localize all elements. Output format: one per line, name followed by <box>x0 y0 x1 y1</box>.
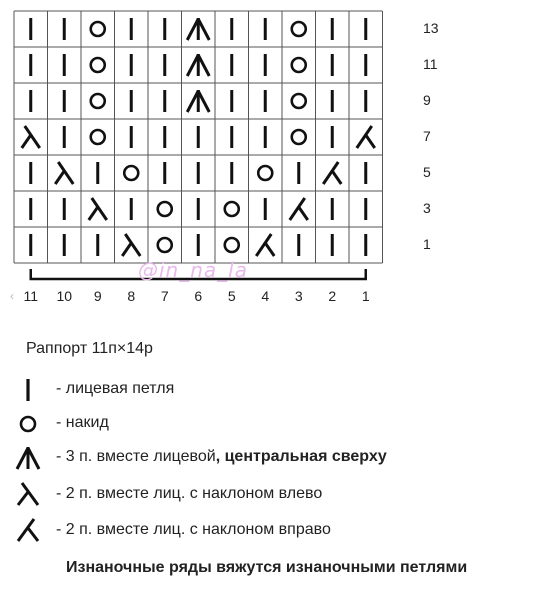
column-number: 5 <box>227 288 236 304</box>
cell-cdd <box>187 18 209 40</box>
footer-note: Изнаночные ряды вяжутся изнаночными петлями <box>66 559 468 576</box>
cell-cdd <box>187 54 209 76</box>
cell-k2t <box>323 162 341 184</box>
column-number: 3 <box>294 288 303 304</box>
knit-stitch-icon <box>14 376 42 404</box>
row-number: 5 <box>423 164 431 180</box>
cell-ssk <box>55 162 73 184</box>
cell-yo <box>158 238 172 252</box>
cell-ssk <box>122 234 140 256</box>
central-double-decrease-icon <box>14 444 42 472</box>
cell-yo <box>91 22 105 36</box>
row-number: 7 <box>423 128 431 144</box>
column-number: 1 <box>361 288 370 304</box>
cell-yo <box>292 58 306 72</box>
legend-knit: - лицевая петля <box>56 380 175 397</box>
cell-yo <box>124 166 138 180</box>
cell-yo <box>91 58 105 72</box>
cell-yo <box>292 94 306 108</box>
cell-yo <box>91 130 105 144</box>
cell-yo <box>158 202 172 216</box>
column-number: 4 <box>261 288 270 304</box>
column-number: 8 <box>127 288 136 304</box>
rapport-label: Раппорт 11п×14р <box>26 340 153 357</box>
cell-yo <box>91 94 105 108</box>
column-number: 7 <box>160 288 169 304</box>
cell-yo <box>258 166 272 180</box>
legend-yarn-over: - накид <box>56 414 109 431</box>
row-number: 11 <box>423 56 438 72</box>
cell-k2t <box>256 234 274 256</box>
row-number: 3 <box>423 200 431 216</box>
legend-left-decrease: - 2 п. вместе лиц. с наклоном влево <box>56 485 323 502</box>
row-number: 13 <box>423 20 439 36</box>
watermark: @in_na_la <box>138 258 248 282</box>
column-number: 9 <box>93 288 102 304</box>
cell-ssk <box>89 198 107 220</box>
cell-cdd <box>187 90 209 112</box>
column-number: 6 <box>194 288 203 304</box>
row-number: 1 <box>423 236 431 252</box>
column-number: 11 <box>23 288 39 304</box>
cell-k2t <box>290 198 308 220</box>
row-number: 9 <box>423 92 431 108</box>
cell-yo <box>292 22 306 36</box>
column-number: 10 <box>56 288 73 304</box>
legend-central-decrease: - 3 п. вместе лицевой, центральная сверху <box>56 448 387 465</box>
yarn-over-icon <box>14 410 42 438</box>
legend-right-decrease: - 2 п. вместе лиц. с наклоном вправо <box>56 521 331 538</box>
cell-ssk <box>22 126 40 148</box>
cell-yo <box>225 202 239 216</box>
cell-yo <box>292 130 306 144</box>
right-decrease-icon <box>14 516 42 544</box>
cell-yo <box>225 238 239 252</box>
column-number: 2 <box>328 288 337 304</box>
left-decrease-icon <box>14 480 42 508</box>
cell-k2t <box>357 126 375 148</box>
scroll-left-icon[interactable]: ‹ <box>10 289 14 303</box>
